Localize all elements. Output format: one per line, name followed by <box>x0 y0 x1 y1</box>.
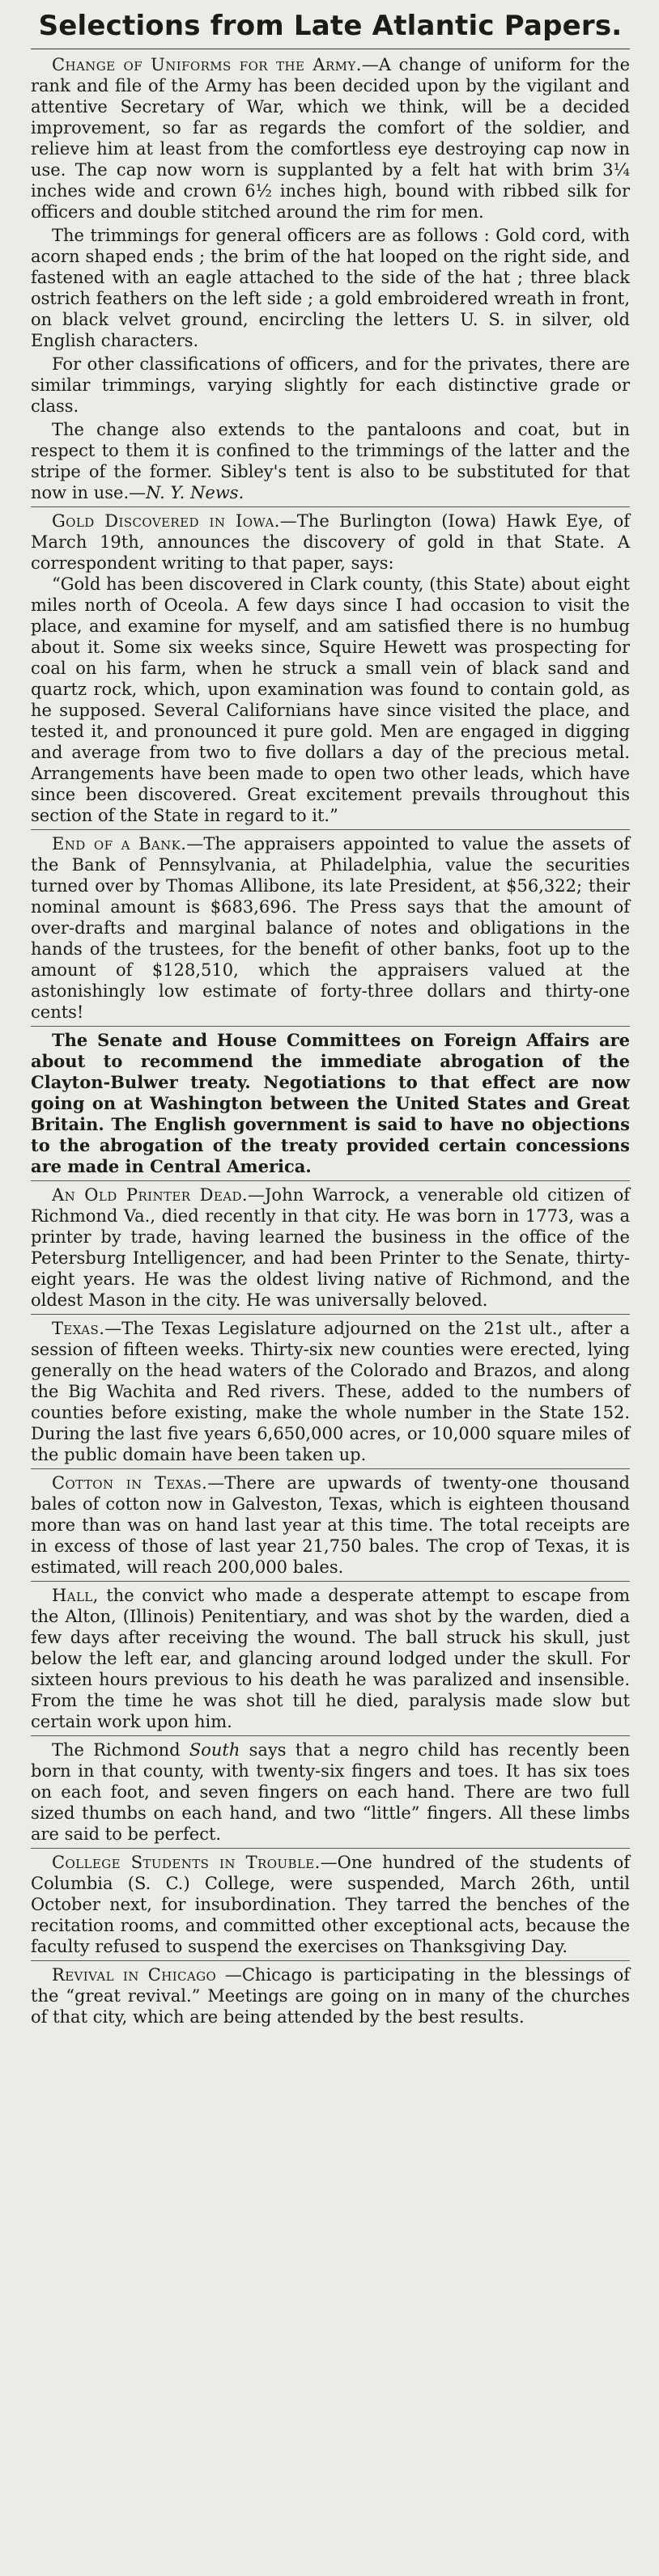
article-text: The change also extends to the pantaloons and coat, but in respect to them it is confined to the trimmings of the latter and the stripe of the former. Sibley's tent is also to be substituted for that now in use.— <box>31 420 630 502</box>
article-paragraph <box>31 1318 630 1465</box>
column-rule <box>31 1581 630 1582</box>
article-paragraph <box>31 1184 630 1311</box>
article-kicker: Cotton in Texas. <box>52 1473 208 1493</box>
article-paragraph <box>31 511 630 574</box>
article-paragraph: For other classifications of officers, and for the privates, there are similar trimmings, varying slightly for each distinctive grade or class. <box>31 354 630 416</box>
article-kicker: Revival in Chicago <box>52 1965 217 1985</box>
article-child <box>31 1739 630 1845</box>
article-paragraph <box>31 833 630 1023</box>
article-gold <box>31 511 630 826</box>
article-paragraph: The Senate and House Committees on Foreign Affairs are about to recommend the immediate abrogation of the Clayton-Bulwer treaty. Negotiations to that effect are now going on at Washington between the United States and Great Britain. The English government is said to have no objections to the abrogation of the treaty provided certain concessions are made in Central America. <box>31 1030 630 1176</box>
article-bank <box>31 833 630 1023</box>
article-kicker: College Students in Trouble. <box>52 1853 321 1872</box>
article-text: —The Burlington (Iowa) Hawk Eye, of March 19th, announces the discovery of gold in that State. A correspondent writing to that paper, says: <box>31 511 631 573</box>
column-rule <box>31 1314 630 1315</box>
article-text: —The Texas Legislature adjourned on the 21st ult., after a session of fifteen weeks. Thirty-six new counties were erected, lying generally on the head waters of the Colorado and Brazos, and along the Big Wachita and Red rivers. These, added to the numbers of counties before existing, make the whole number in the State 152. During the last five years 6,650,000 acres, or 10,000 square miles of the public domain have been taken up. <box>31 1319 630 1464</box>
article-paragraph <box>31 419 630 503</box>
article-paragraph: “Gold has been discovered in Clark county, (this State) about eight miles north of Oceola. A few days since I had occasion to visit the place, and examine for myself, and am satisfied there is no humbug about it. Some six weeks since, Squire Hewett was prospecting for coal on his farm, when he struck a small vein of black sand and quartz rock, which, upon examination was found to contain gold, as he supposed. Several Californians have since visited the place, and tested it, and pronounced it pure gold. Men are engaged in digging and average from two to five dollars a day of the precious metal. Arrangements have been made to open two other leads, which have since been discovered. Great excitement prevails throughout this section of the State in regard to it.” <box>31 574 630 825</box>
article-text: says that a negro child has recently been born in that county, with twenty-six fingers and toes. It has six toes on each foot, and seven fingers on each hand. There are two full sized thumbs on each hand, and two “little” fingers. All these limbs are said to be perfect. <box>31 1740 630 1844</box>
article-kicker: An Old Printer Dead. <box>52 1185 249 1205</box>
article-text: the convict who made a desperate attempt to escape from the Alton, (Illinois) Penitentiary, and was shot by the warden, died a few days after receiving the wound. The ball struck his skull, just below the left ear, and glancing around lodged under the skull. For sixteen hours previous to his death he was paralized and insensible. From the time he was shot till he died, paralysis made slow but certain work upon him. <box>31 1586 630 1731</box>
column-rule <box>31 829 630 830</box>
headline: Selections from Late Atlantic Papers. <box>38 10 623 42</box>
column-rule <box>31 1026 630 1027</box>
article-paragraph <box>31 1472 630 1578</box>
article-college <box>31 1852 630 1957</box>
article-text: —Chicago is participating in the blessings of the “great revival.” Meetings are going on in many of the churches of that city, which are being attended by the best results. <box>31 1965 630 2027</box>
article-texas <box>31 1318 630 1465</box>
newspaper-name: South <box>189 1740 240 1760</box>
article-revival <box>31 1964 630 2027</box>
article-source: N. Y. News. <box>146 483 244 502</box>
article-kicker: End of a Bank. <box>52 834 187 854</box>
article-text: —A change of uniform for the rank and file of the Army has been decided upon by the vigilant and attentive Secretary of War, which we think, will be a decided improvement, so far as regards the comfort of the soldier, and relieve him at least from the comfortless eye destroying cap now in use. The cap now worn is supplanted by a felt hat with brim 3¼ inches wide and crown 6½ inches high, bound with ribbed silk for officers and double stitched around the rim for men. <box>31 55 630 222</box>
article-paragraph <box>31 1739 630 1845</box>
article-paragraph: The trimmings for general officers are as follows : Gold cord, with acorn shaped ends ; the brim of the hat looped on the right side, and fastened with an eagle attached to the side of the hat ; three black ostrich feathers on the left side ; a gold embroidered wreath in front, on black velvet ground, encircling the letters U. S. in silver, old English characters. <box>31 226 630 350</box>
article-paragraph <box>31 1585 630 1732</box>
article-text: —The appraisers appointed to value the assets of the Bank of Pennsylvania, at Philadelphia, value the securities turned over by Thomas Allibone, its late President, at $56,322; their nominal amount is $683,696. The Press says that the amount of over-drafts and marginal balance of notes and obligations in the hands of the trustees, for the benefit of other banks, foot up to the amount of $128,510, which the appraisers valued at the astonishingly low estimate of forty-three dollars and thirty-one cents! <box>31 834 630 1022</box>
article-kicker: Gold Discovered in Iowa. <box>52 511 280 531</box>
article-paragraph <box>31 54 630 222</box>
column-rule <box>31 506 630 507</box>
article-kicker: Change of Uniforms for the Army. <box>52 55 362 74</box>
article-kicker: Texas. <box>52 1319 105 1338</box>
column-rule <box>31 1468 630 1469</box>
article-paragraph <box>31 1964 630 2027</box>
column-rule <box>31 1848 630 1849</box>
article-text: The Richmond <box>52 1740 189 1760</box>
article-uniforms <box>31 54 630 503</box>
column-rule <box>31 1735 630 1736</box>
article-printer <box>31 1184 630 1311</box>
article-text: —John Warrock, a venerable old citizen of Richmond Va., died recently in that city. He was born in 1773, was a printer by trade, having learned the business in the office of the Petersburg Intelligencer, and had been Printer to the Senate, thirty-eight years. He was the oldest living native of Richmond, and the oldest Mason in the city. He was universally beloved. <box>31 1185 630 1310</box>
article-text: —There are upwards of twenty-one thousand bales of cotton now in Galveston, Texas, which is eighteen thousand more than was on hand last year at this time. The total receipts are in excess of those of last year 21,750 bales. The crop of Texas, it is estimated, will reach 200,000 bales. <box>31 1473 630 1577</box>
article-hall <box>31 1585 630 1732</box>
article-cotton <box>31 1472 630 1578</box>
article-treaty <box>31 1030 630 1177</box>
column-rule <box>31 1180 630 1181</box>
article-paragraph <box>31 1852 630 1957</box>
article-kicker: Hall, <box>52 1586 99 1605</box>
article-text: —One hundred of the students of Columbia (S. C.) College, were suspended, March 26th, until October next, for insubordination. They tarred the benches of the recitation rooms, and committed other exceptional acts, because the faculty refused to suspend the exercises on Thanksgiving Day. <box>31 1853 630 1956</box>
column-rule <box>31 1960 630 1961</box>
